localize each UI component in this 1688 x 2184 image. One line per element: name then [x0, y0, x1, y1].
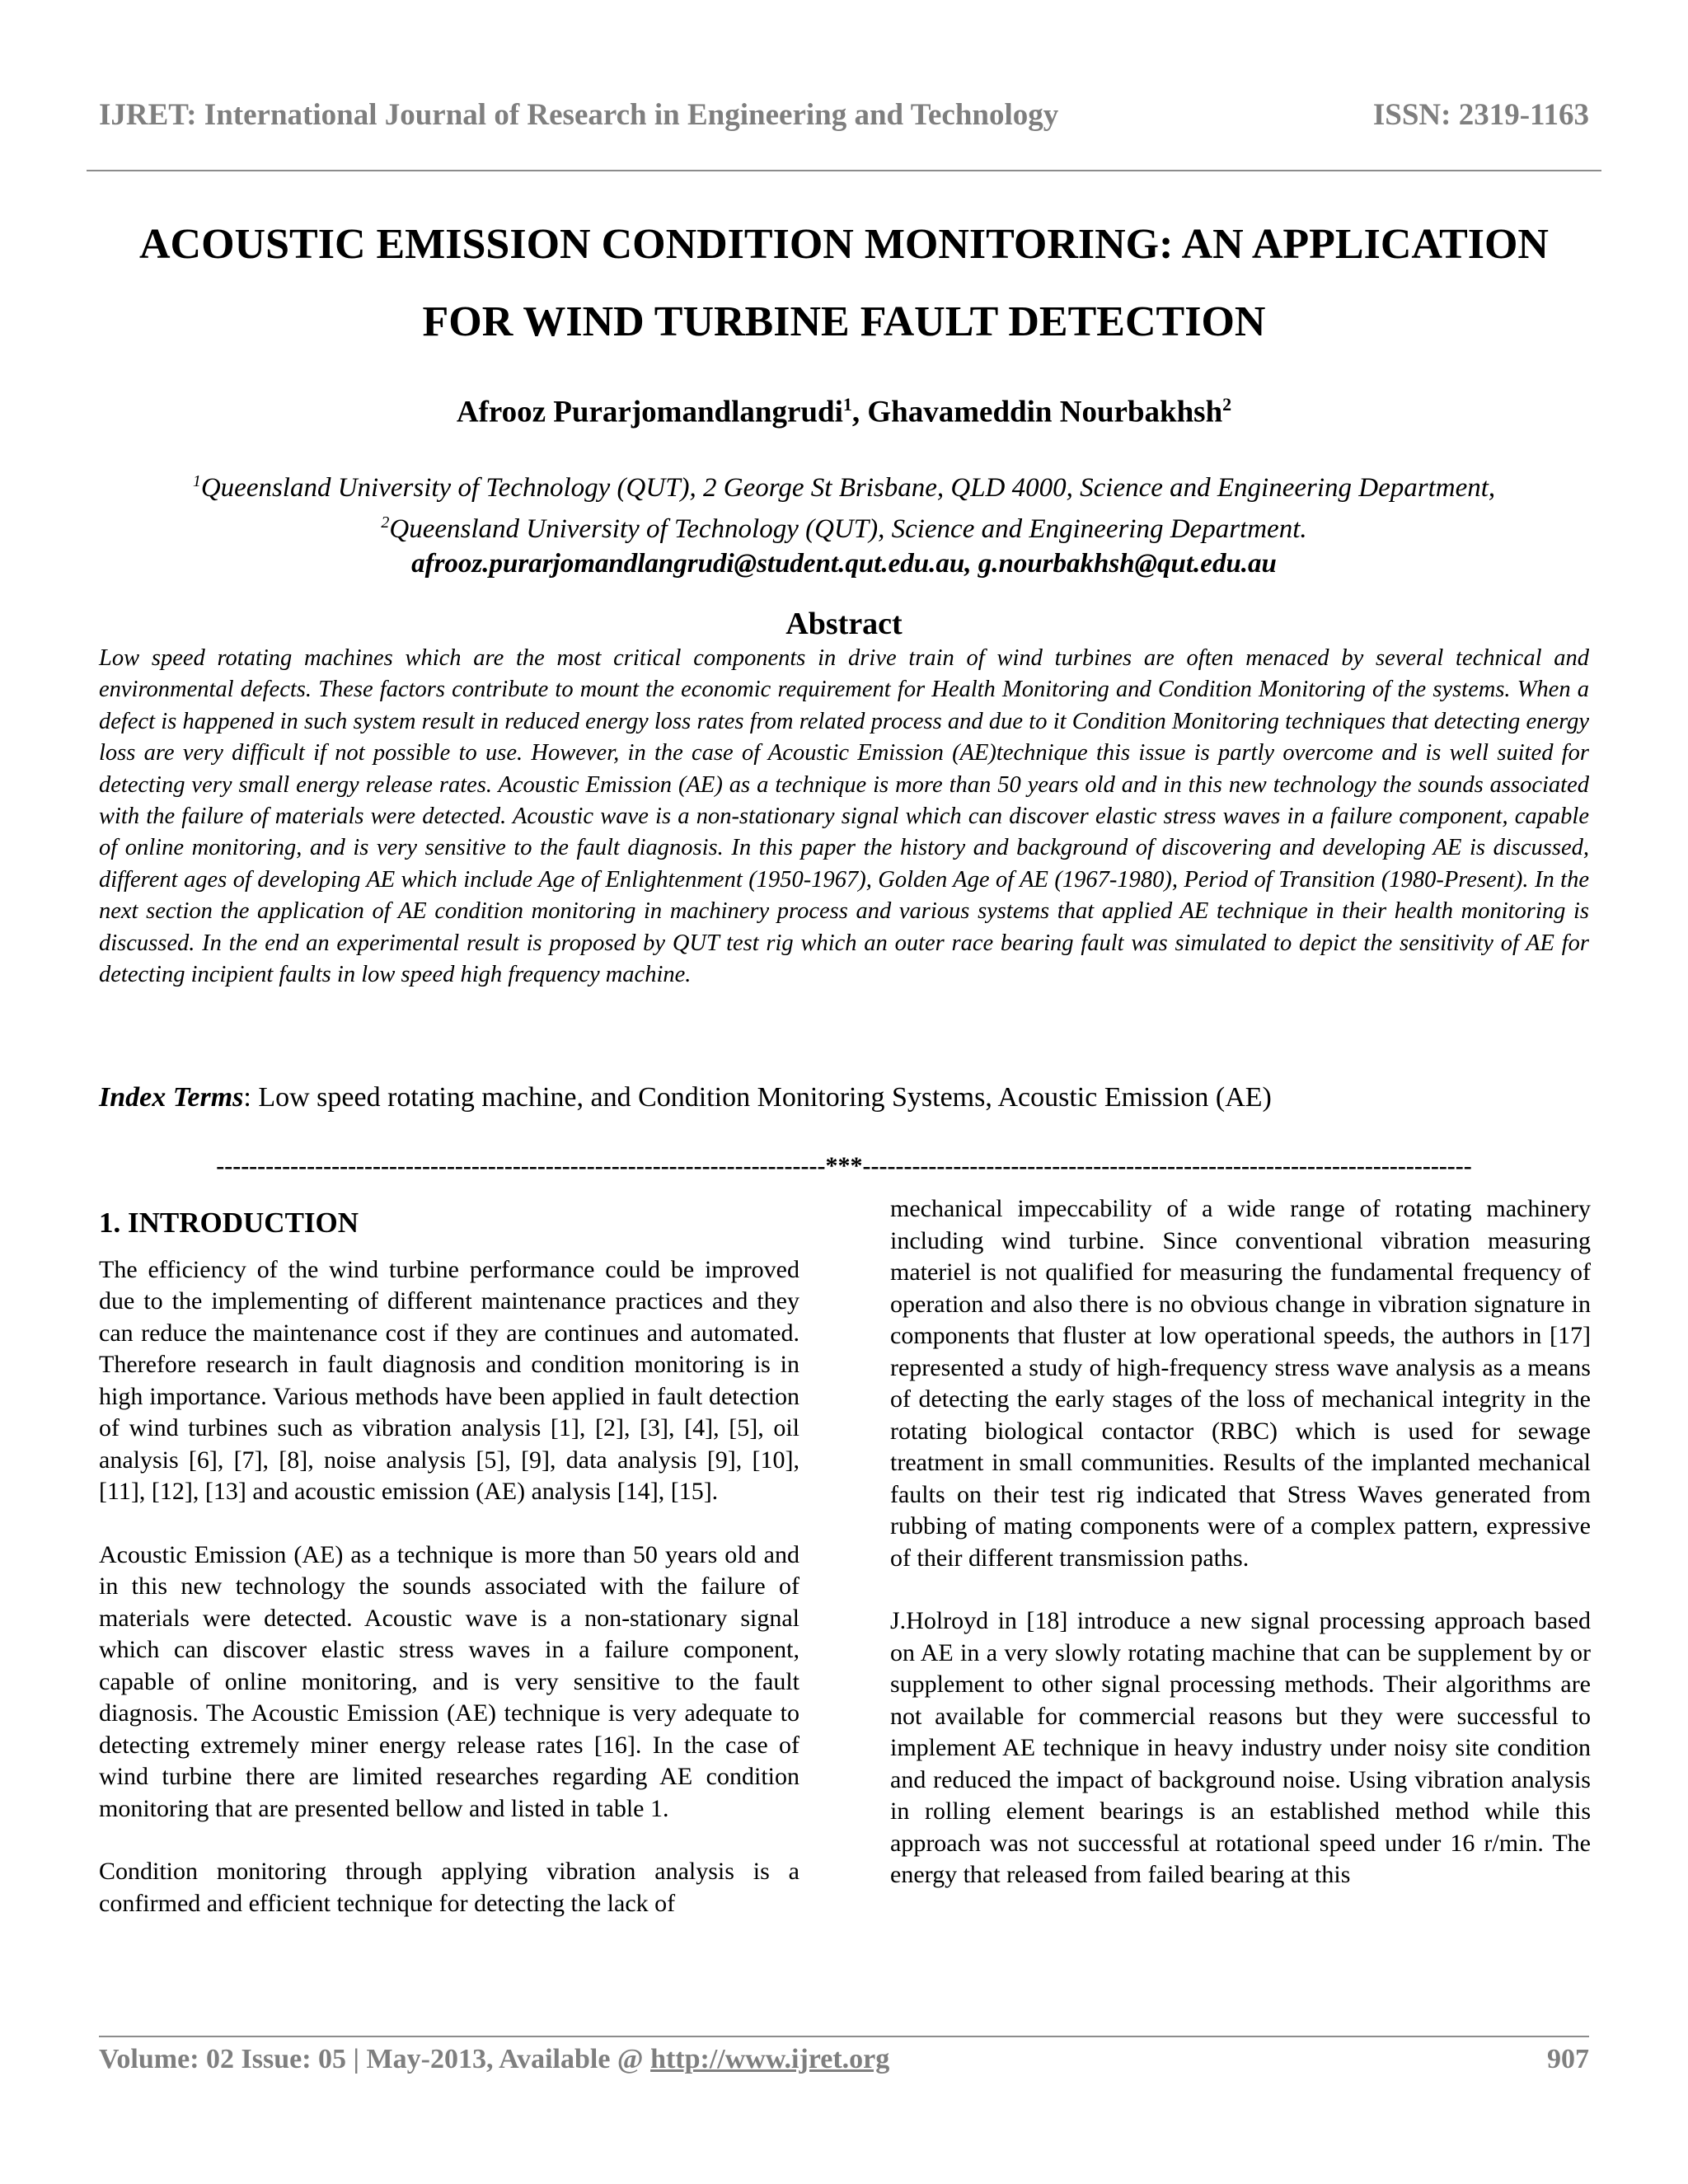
- left-column: [99, 1207, 799, 1951]
- affiliations: [82, 464, 1606, 581]
- right-column: [890, 1193, 1591, 1923]
- journal-name: IJRET: International Journal of Research in Engineering and Technology: [99, 98, 1059, 132]
- title-line-2: FOR WIND TURBINE FAULT DETECTION: [422, 298, 1266, 345]
- left-paragraph-2: Acoustic Emission (AE) as a technique is more than 50 years old and in this new technology the sounds associated with the failure of materials were detected. Acoustic wave is a non-stationary signal which can discover elastic stress waves in a failure component, capable of online monitoring, and is very sensitive to the fault diagnosis. The Acoustic Emission (AE) technique is very adequate to detecting extremely miner energy release rates [16]. In the case of wind turbine there are limited researches regarding AE condition monitoring that are presented bellow and listed in table 1.: [99, 1540, 799, 1822]
- author-separator: ,: [851, 395, 868, 429]
- author-2-affiliation-mark: 2: [1222, 394, 1232, 415]
- index-terms-text: : Low speed rotating machine, and Condition Monitoring Systems, Acoustic Emission (AE): [243, 1082, 1272, 1113]
- journal-website-link[interactable]: http://www.ijret.org: [650, 2044, 890, 2074]
- author-2: Ghavameddin Nourbakhsh: [867, 395, 1223, 429]
- abstract-heading: Abstract: [785, 607, 903, 641]
- affiliation-1-mark: 1: [192, 472, 201, 490]
- affiliation-1: [82, 464, 1606, 505]
- left-paragraph-3: Condition monitoring through applying vibration analysis is a confirmed and efficient technique for detecting the lack of: [99, 1858, 799, 1917]
- index-terms-label: Index Terms: [99, 1082, 244, 1113]
- introduction-heading: 1. INTRODUCTION: [99, 1207, 359, 1239]
- footer-volume-info: [99, 2044, 889, 2075]
- affiliation-2: [82, 505, 1606, 546]
- footer-rule: [99, 2036, 1589, 2037]
- author-1-affiliation-mark: 1: [842, 394, 852, 415]
- author-1: Afrooz Purarjomandlangrudi: [456, 395, 843, 429]
- author-emails: afrooz.purarjomandlangrudi@student.qut.edu.au, g.nourbakhsh@qut.edu.au: [411, 549, 1277, 579]
- section-separator: --------------------------------------------------------------------------***--------------------------------------------------------------------------: [216, 1152, 1472, 1179]
- affiliation-1-text: Queensland University of Technology (QUT), 2 George St Brisbane, QLD 4000, Science and Engineering Department,: [200, 473, 1496, 503]
- running-header: [99, 97, 1589, 133]
- title-line-1: ACOUSTIC EMISSION CONDITION MONITORING: AN APPLICATION: [139, 221, 1549, 268]
- right-paragraph-2: J.Holroyd in [18] introduce a new signal processing approach based on AE in a very slowly rotating machine that can be supplement by or supplement to other signal processing methods. Their algorithms are not available for commercial reasons but they were successful to implement AE technique in heavy industry under noisy site condition and reduced the impact of background noise. Using vibration analysis in rolling element bearings is an established method while this approach was not successful at rotational speed under 16 r/min. The energy that released from failed bearing at this: [890, 1607, 1591, 1888]
- right-paragraph-1: mechanical impeccability of a wide range of rotating machinery including wind turbine. Since conventional vibration measuring materiel is not qualified for measuring the fundamental frequency of operation and also there is no obvious change in vibration signature in components that fluster at low operational speeds, the authors in [17] represented a study of high-frequency stress wave analysis as a means of detecting the early stages of the loss of mechanical integrity in the rotating biological contactor (RBC) which is used for sewage treatment in small communities. Results of the implanted mechanical faults on their test rig indicated that Stress Waves generated from rubbing of mating components were of a complex pattern, expressive of their different transmission paths.: [890, 1195, 1591, 1572]
- affiliation-2-text: Queensland University of Technology (QUT), Science and Engineering Department.: [389, 514, 1307, 544]
- left-paragraph-1: The efficiency of the wind turbine performance could be improved due to the implementing of different maintenance practices and they can reduce the maintenance cost if they are continues and automated. Therefore research in fault diagnosis and condition monitoring is in high importance. Various methods have been applied in fault detection of wind turbines such as vibration analysis [1], [2], [3], [4], [5], oil analysis [6], [7], [8], noise analysis [5], [9], data analysis [9], [10], [11], [12], [13] and acoustic emission (AE) analysis [14], [15].: [99, 1255, 799, 1505]
- page-number: 907: [1547, 2044, 1589, 2074]
- footer-volume-text: Volume: 02 Issue: 05 | May-2013, Available @: [99, 2044, 651, 2074]
- running-footer: [99, 2044, 1589, 2075]
- header-rule: [87, 170, 1601, 171]
- author-list: [0, 394, 1688, 429]
- index-terms: [99, 1082, 1589, 1113]
- abstract-text: Low speed rotating machines which are the most critical components in drive train of wind turbines are often menaced by several technical and environmental defects. These factors contribute to mount the economic requirement for Health Monitoring and Condition Monitoring of the systems. When a defect is happened in such system result in reduced energy loss rates from related process and due to it Condition Monitoring techniques that detecting energy loss are very difficult if not possible to use. However, in the case of Acoustic Emission (AE)technique this issue is partly overcome and is well suited for detecting very small energy release rates. Acoustic Emission (AE) as a technique is more than 50 years old and in this new technology the sounds associated with the failure of materials were detected. Acoustic wave is a non-stationary signal which can discover elastic stress waves in a failure component, capable of online monitoring, and is very sensitive to the fault diagnosis. In this paper the history and background of discovering and developing AE is discussed, different ages of developing AE which include Age of Enlightenment (1950-1967), Golden Age of AE (1967-1980), Period of Transition (1980-Present). In the next section the application of AE condition monitoring in machinery process and various systems that applied AE technique in their health monitoring is discussed. In the end an experimental result is proposed by QUT test rig which an outer race bearing fault was simulated to depict the sensitivity of AE for detecting incipient faults in low speed high frequency machine.: [99, 645, 1589, 988]
- paper-title: [74, 206, 1614, 361]
- affiliation-2-mark: 2: [381, 513, 390, 532]
- issn: ISSN: 2319-1163: [1372, 98, 1589, 132]
